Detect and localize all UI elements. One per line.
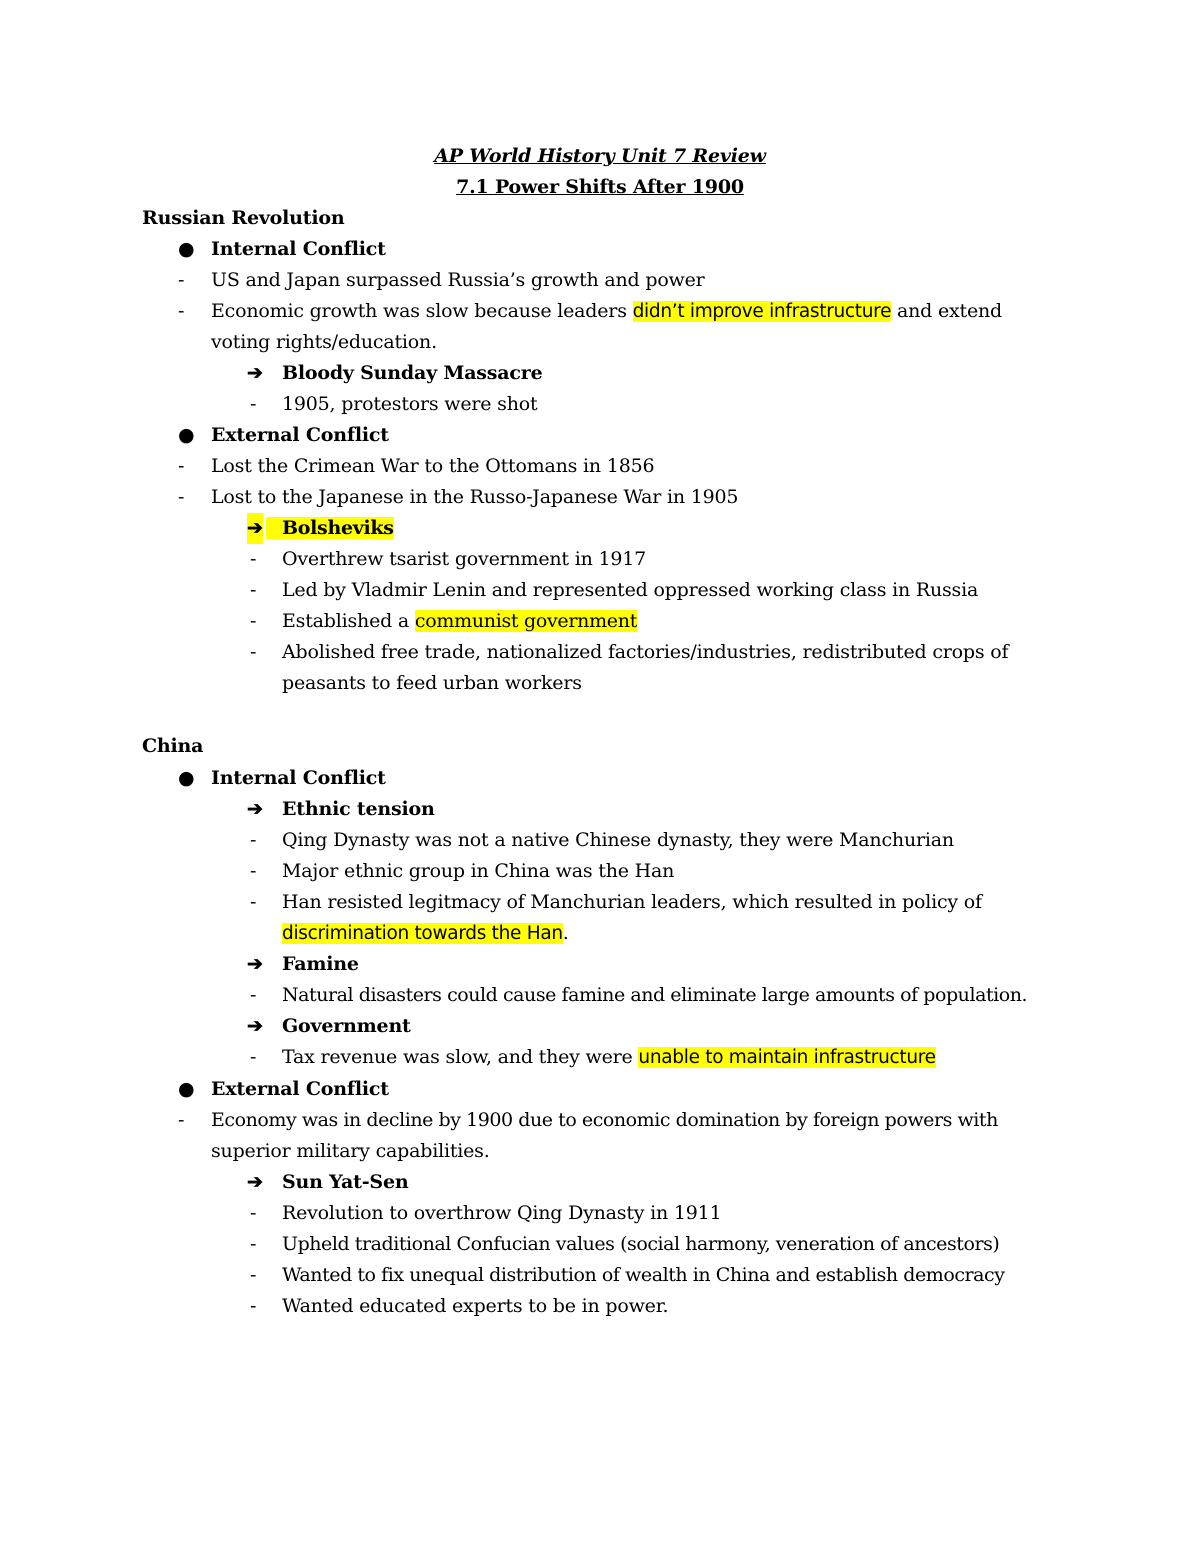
sub-heading: Sun Yat-Sen: [282, 1171, 409, 1193]
dash-icon: -: [250, 641, 257, 663]
list-item-continuation: peasants to feed urban workers: [282, 672, 582, 694]
arrow-right-icon: ➔: [247, 1171, 263, 1193]
list-item: Upheld traditional Confucian values (social harmony, veneration of ancestors): [282, 1233, 1000, 1255]
dash-icon: -: [250, 1202, 257, 1224]
list-item: Revolution to overthrow Qing Dynasty in 1911: [282, 1202, 722, 1224]
text-run: and extend: [891, 300, 1003, 322]
arrow-right-icon: ➔: [247, 513, 263, 544]
highlighted-text: discrimination towards the Han: [282, 923, 563, 944]
list-item-continuation: [282, 918, 569, 949]
section-subtitle: 7.1 Power Shifts After 1900: [456, 176, 744, 198]
china-external-label: External Conflict: [211, 1078, 389, 1100]
list-item: [282, 1042, 936, 1073]
dash-icon: -: [250, 1233, 257, 1255]
document-title: AP World History Unit 7 Review: [434, 145, 766, 167]
list-item: Abolished free trade, nationalized factories/industries, redistributed crops of: [282, 641, 1009, 663]
dash-icon: -: [178, 269, 185, 291]
list-item: Major ethnic group in China was the Han: [282, 860, 675, 882]
list-item: Led by Vladmir Lenin and represented oppressed working class in Russia: [282, 579, 979, 601]
china-heading: China: [142, 735, 204, 757]
dash-icon: -: [250, 984, 257, 1006]
russia-external-label: External Conflict: [211, 424, 389, 446]
text-run: Tax revenue was slow, and they were: [282, 1046, 639, 1068]
list-item: [211, 296, 1002, 327]
bullet-icon: ●: [178, 1078, 195, 1100]
arrow-right-icon: ➔: [247, 798, 263, 820]
list-item: US and Japan surpassed Russia’s growth and power: [211, 269, 705, 291]
dash-icon: -: [178, 1109, 185, 1131]
arrow-right-icon: ➔: [247, 953, 263, 975]
bullet-icon: ●: [178, 424, 195, 446]
list-item: Qing Dynasty was not a native Chinese dynasty, they were Manchurian: [282, 829, 954, 851]
dash-icon: -: [250, 610, 257, 632]
list-item: Overthrew tsarist government in 1917: [282, 548, 647, 570]
russia-heading: Russian Revolution: [142, 207, 345, 229]
list-item: Wanted educated experts to be in power.: [282, 1295, 669, 1317]
dash-icon: -: [250, 548, 257, 570]
list-item: [282, 606, 637, 637]
sub-heading: Famine: [282, 953, 359, 975]
text-run: .: [562, 922, 569, 944]
highlighted-text: unable to maintain infrastructure: [638, 1047, 936, 1068]
bullet-icon: ●: [178, 767, 195, 789]
list-item: 1905, protestors were shot: [282, 393, 538, 415]
sub-heading: Ethnic tension: [282, 798, 435, 820]
list-item-continuation: voting rights/education.: [211, 331, 437, 353]
highlighted-text: didn’t improve infrastructure: [632, 301, 892, 322]
list-item: Economy was in decline by 1900 due to economic domination by foreign powers with: [211, 1109, 998, 1131]
dash-icon: -: [178, 300, 185, 322]
text-run: Established a: [282, 610, 415, 632]
dash-icon: -: [250, 393, 257, 415]
highlighted-text: Bolsheviks: [266, 517, 394, 539]
list-item: Han resisted legitmacy of Manchurian leaders, which resulted in policy of: [282, 891, 982, 913]
dash-icon: -: [250, 1264, 257, 1286]
sub-heading: Government: [282, 1015, 411, 1037]
list-item: Natural disasters could cause famine and eliminate large amounts of population.: [282, 984, 1028, 1006]
dash-icon: -: [178, 455, 185, 477]
bullet-icon: ●: [178, 238, 195, 260]
dash-icon: -: [250, 1295, 257, 1317]
sub-heading: [266, 513, 394, 544]
highlighted-text: communist government: [414, 610, 638, 632]
russia-internal-label: Internal Conflict: [211, 238, 386, 260]
dash-icon: -: [250, 860, 257, 882]
list-item: Wanted to fix unequal distribution of wealth in China and establish democracy: [282, 1264, 1005, 1286]
list-item: Lost to the Japanese in the Russo-Japanese War in 1905: [211, 486, 739, 508]
list-item-continuation: superior military capabilities.: [211, 1140, 490, 1162]
list-item: Lost the Crimean War to the Ottomans in 1856: [211, 455, 655, 477]
dash-icon: -: [250, 829, 257, 851]
arrow-right-icon: ➔: [247, 362, 263, 384]
china-internal-label: Internal Conflict: [211, 767, 386, 789]
arrow-right-icon: ➔: [247, 1015, 263, 1037]
dash-icon: -: [250, 891, 257, 913]
text-run: Economic growth was slow because leaders: [211, 300, 633, 322]
sub-heading: Bloody Sunday Massacre: [282, 362, 543, 384]
dash-icon: -: [250, 579, 257, 601]
dash-icon: -: [178, 486, 185, 508]
dash-icon: -: [250, 1046, 257, 1068]
